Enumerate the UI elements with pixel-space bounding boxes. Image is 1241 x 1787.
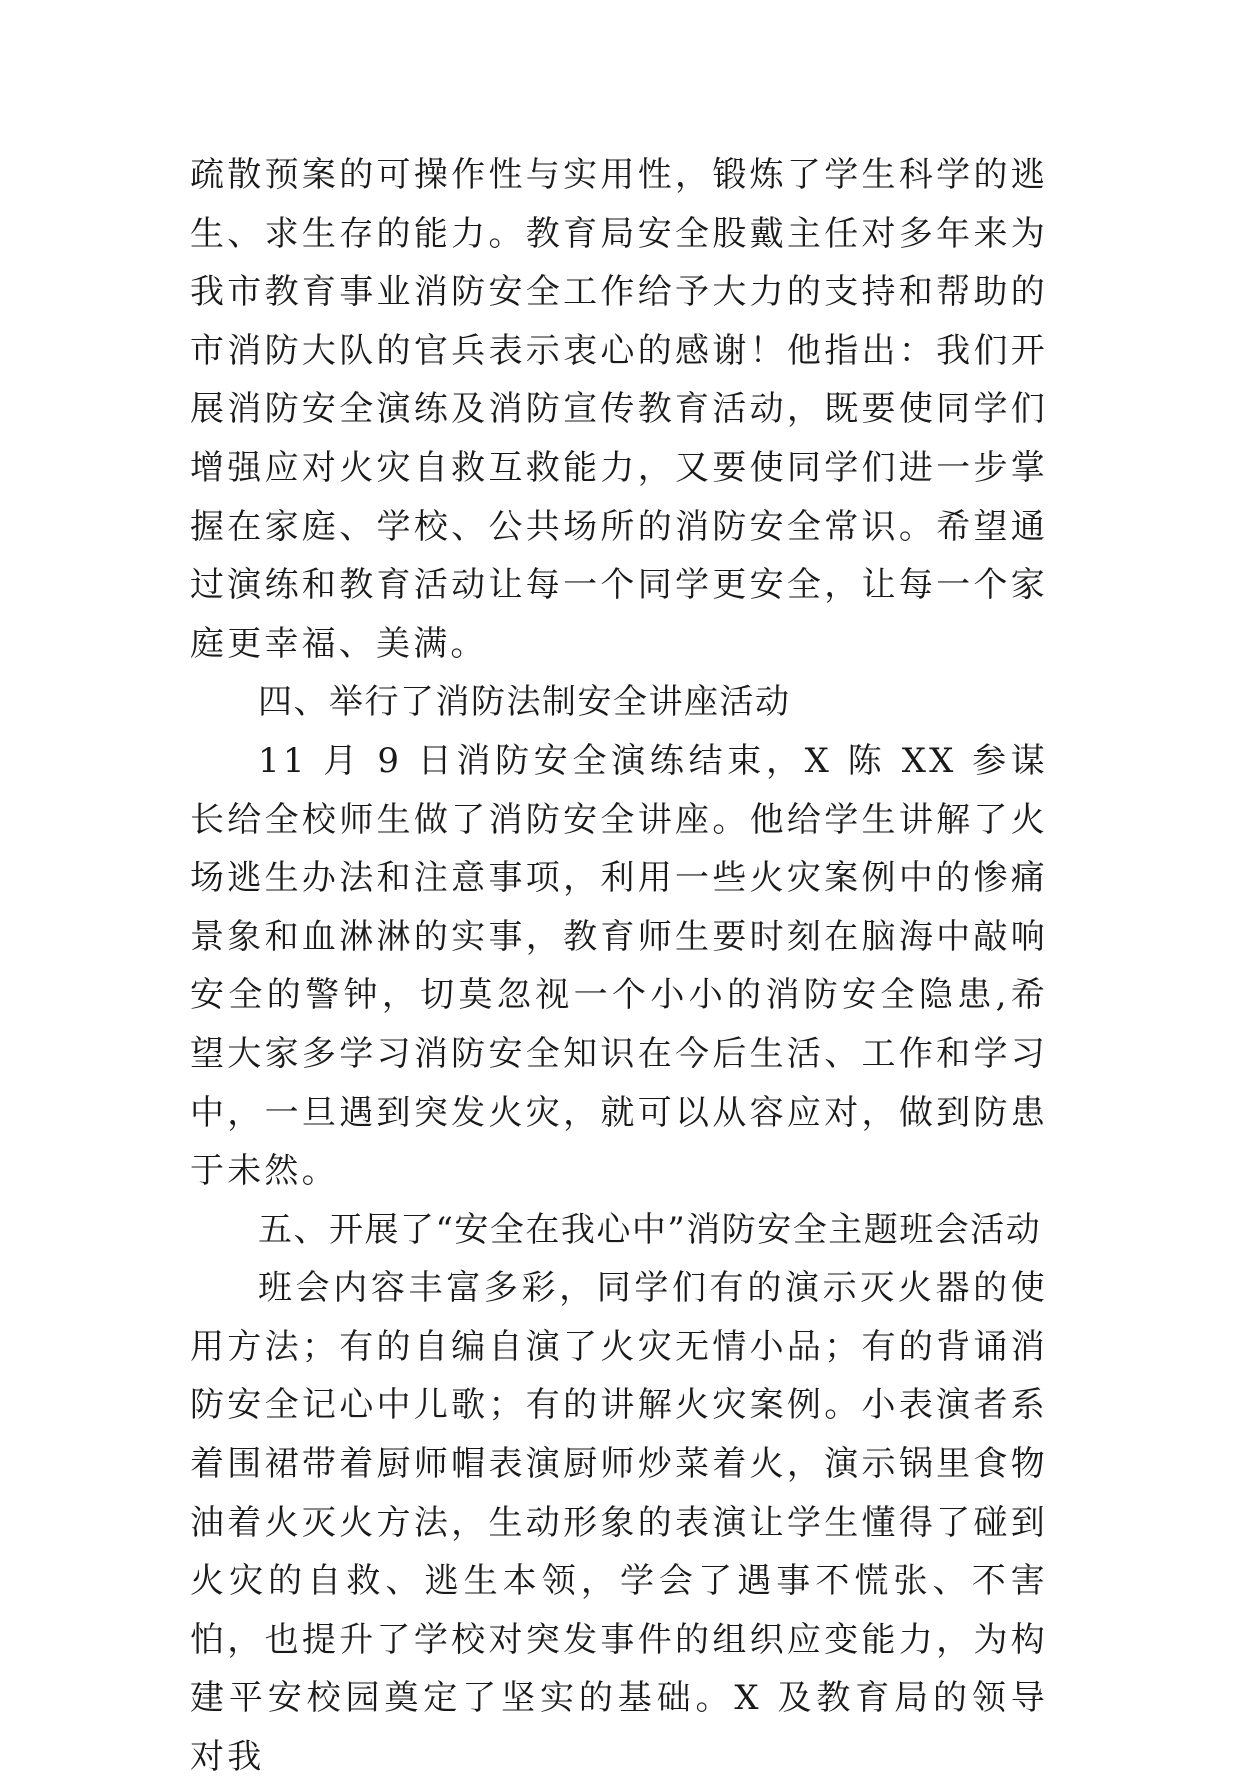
paragraph-lecture: 11 月 9 日消防安全演练结束，X 陈 XX 参谋长给全校师生做了消防安全讲座。他给学生讲解了火场逃生办法和注意事项，利用一些火灾案例中的惨痛景象和血淋淋的实事，教育师生要时刻在脑海中敲响安全的警钟，切莫忽视一个小小的消防安全隐患,希望大家多学习消防安全知识在今后生活、工作和学习中，一旦遇到突发火灾，就可以从容应对，做到防患于未然。 [190, 740, 1048, 1192]
section-heading-class-meeting: 五、开展了“安全在我心中”消防安全主题班会活动 [258, 1209, 1042, 1250]
document-body [190, 146, 1048, 1787]
paragraph-class-meeting: 班会内容丰富多彩，同学们有的演示灭火器的使用方法；有的自编自演了火灾无情小品；有的背诵消防安全记心中儿歌；有的讲解火灾案例。小表演者系着围裙带着厨师帽表演厨师炒菜着火，演示锅里食物油着火灭火方法，生动形象的表演让学生懂得了碰到火灾的自救、逃生本领，学会了遇事不慌张、不害怕，也提升了学校对突发事件的组织应变能力，为构建平安校园奠定了坚实的基础。X 及教育局的领导对我 [190, 1268, 1048, 1778]
paragraph-evacuation-summary: 疏散预案的可操作性与实用性，锻炼了学生科学的逃生、求生存的能力。教育局安全股戴主任对多年来为我市教育事业消防安全工作给予大力的支持和帮助的市消防大队的官兵表示衷心的感谢！他指出：我们开展消防安全演练及消防宣传教育活动，既要使同学们增强应对火灾自救互救能力，又要使同学们进一步掌握在家庭、学校、公共场所的消防安全常识。希望通过演练和教育活动让每一个同学更安全，让每一个家庭更幸福、美满。 [190, 155, 1048, 664]
section-heading-lecture: 四、举行了消防法制安全讲座活动 [258, 682, 791, 723]
